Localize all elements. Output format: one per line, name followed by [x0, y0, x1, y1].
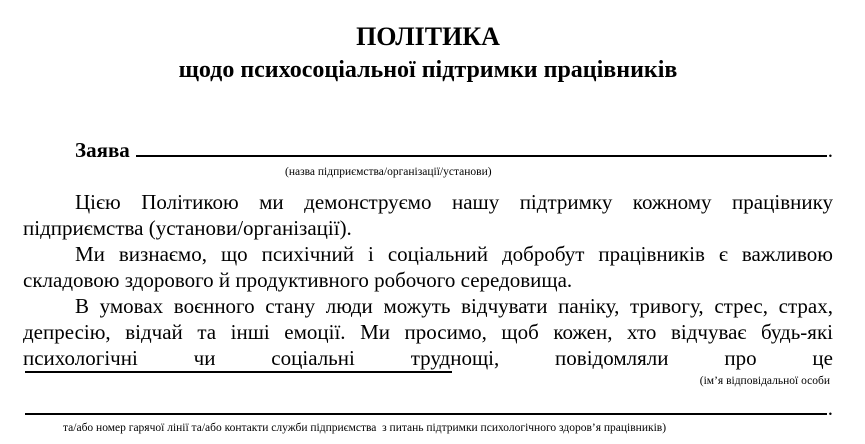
statement-period: . [827, 138, 833, 162]
responsible-person-caption: (ім’я відповідальної особи [699, 375, 830, 387]
organization-name-blank-line [136, 155, 827, 157]
statement-row [23, 137, 833, 164]
contact-line-period: . [827, 396, 833, 420]
hotline-caption: та/або номер гарячої лінії та/або контакти служби підприємства з питань підтримки психологічного здоров’я працівників) [63, 422, 667, 434]
paragraph-2-line-1: Ми визнаємо, що психічний і соціальний добробут працівників є важливою [75, 242, 833, 266]
paragraph-1-line-1: Цією Політикою ми демонструємо нашу підтримку кожному працівнику [75, 190, 833, 214]
paragraph-3-line-2: депресію, відчай та інші емоції. Ми просимо, щоб кожен, хто відчуває будь-які [23, 320, 833, 344]
paragraph-3-line-1: В умовах воєнного стану люди можуть відчувати паніку, тривогу, стрес, страх, [75, 294, 833, 318]
contact-blank-line [25, 413, 827, 415]
organization-name-caption: (назва підприємства/організації/установи) [285, 166, 492, 178]
statement-label: Заява [75, 138, 130, 162]
contact-line-row [25, 398, 833, 419]
responsible-person-blank-line [25, 371, 452, 373]
policy-text [23, 189, 833, 371]
document-title: ПОЛІТИКА [356, 22, 500, 51]
paragraph-3-line-3: психологічні чи соціальні труднощі, повідомляли про це [23, 346, 833, 370]
paragraph-2-line-2: складовою здорового й продуктивного робочого середовища. [23, 268, 573, 292]
document-body [23, 22, 833, 435]
document-subtitle: щодо психосоціальної підтримки працівників [178, 57, 678, 83]
paragraph-1-line-2: підприємства (установи/організації). [23, 216, 352, 240]
